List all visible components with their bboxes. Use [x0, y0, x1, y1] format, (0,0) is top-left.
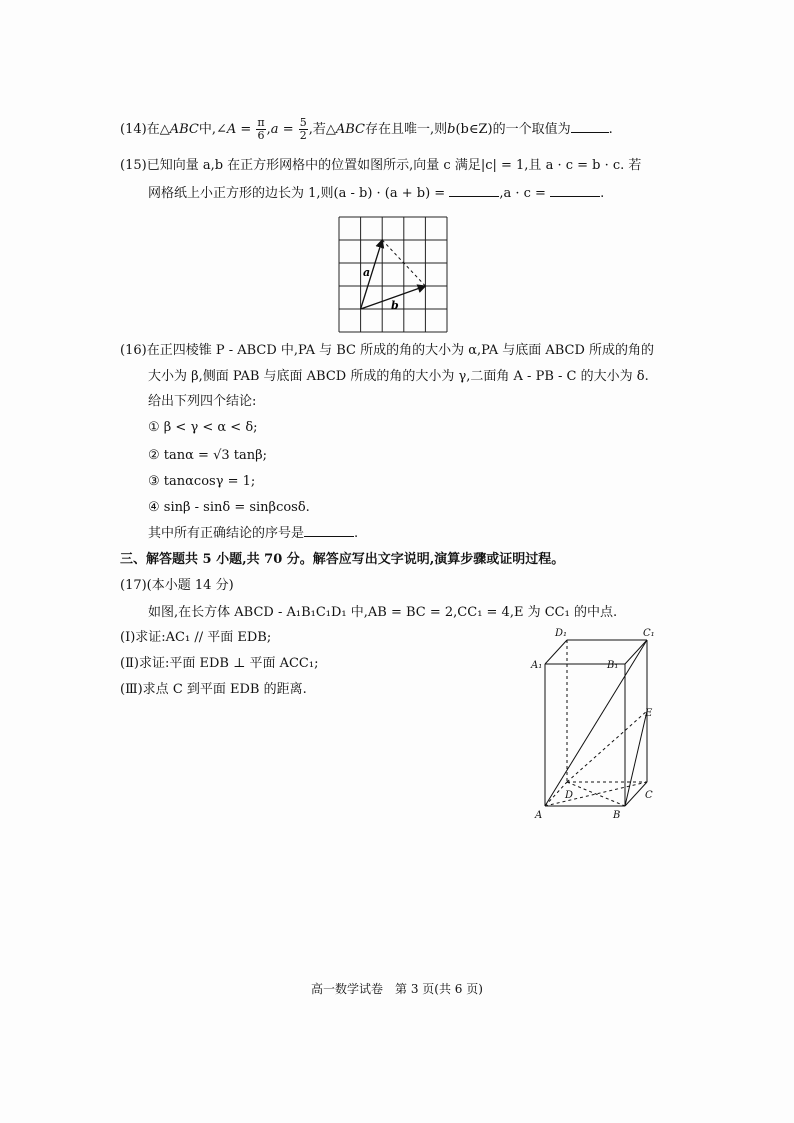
q15-answer-blank-2[interactable]: [550, 184, 600, 197]
cuboid-figure: [525, 624, 670, 824]
q16-conclusion-3: ③ tanαcosγ = 1;: [148, 474, 256, 489]
q14-number: (14): [120, 122, 147, 137]
q15-line2: 网格纸上小正方形的边长为 1,则(a - b) · (a + b) = ,a · c = .: [148, 186, 605, 201]
vector-a-label: a: [363, 266, 371, 279]
label-B: B: [613, 810, 621, 821]
q14-line: (14)在△ABC中,∠A = $\frac{\pi}{6}$ ,a = $\frac{5}{2}$ ,若△ABC存在且唯一,则b(b∈Z)的一个取值为 .: [120, 116, 613, 142]
q16-answer-blank[interactable]: [304, 524, 354, 537]
q15-number: (15): [120, 158, 147, 173]
five-halves-fraction: $\frac{5}{2}$: [299, 116, 307, 142]
q16-line3: 给出下列四个结论:: [148, 394, 257, 409]
q16-conclusion-2: ② tanα = √3 tanβ;: [148, 448, 267, 463]
label-C: C: [645, 790, 653, 801]
label-E: E: [645, 708, 653, 719]
edge-BC: [625, 782, 647, 806]
vector-b-label: b: [391, 299, 399, 312]
q17-part-3: (Ⅲ)求点 C 到平面 EDB 的距离.: [120, 682, 307, 697]
q17-heading: (17)(本小题 14 分): [120, 578, 234, 593]
grid-lines: [339, 217, 447, 332]
label-A1: A₁: [531, 660, 543, 671]
q17-part-2: (Ⅱ)求证:平面 EDB ⊥ 平面 ACC₁;: [120, 656, 319, 671]
q16-conclusion-4: ④ sinβ - sinδ = sinβcosδ.: [148, 500, 310, 515]
q15-answer-blank-1[interactable]: [449, 184, 499, 197]
page-footer: 高一数学试卷 第 3 页(共 6 页): [311, 982, 483, 996]
label-C1: C₁: [643, 628, 655, 639]
q15-line1: (15)已知向量 a,b 在正方形网格中的位置如图所示,向量 c 满足|c| = 1,且 a · c = b · c. 若: [120, 158, 642, 173]
q16-conclusion-1: ① β < γ < α < δ;: [148, 420, 258, 435]
label-D1: D₁: [555, 628, 568, 639]
q16-line2: 大小为 β,侧面 PAB 与底面 ABCD 所成的角的大小为 γ,二面角 A - PB - C 的大小为 δ.: [148, 369, 649, 384]
label-B1: B₁: [607, 660, 619, 671]
label-A: A: [535, 810, 543, 821]
edge-A1D1: [545, 640, 567, 664]
section-3-heading: 三、解答题共 5 小题,共 70 分。解答应写出文字说明,演算步骤或证明过程。: [120, 552, 565, 567]
q16-answer-line: 其中所有正确结论的序号是 .: [148, 526, 359, 541]
q17-stem: 如图,在长方体 ABCD - A₁B₁C₁D₁ 中,AB = BC = 2,CC₁ = 4,E 为 CC₁ 的中点.: [148, 605, 618, 620]
edge-B1C1: [625, 640, 647, 664]
vector-grid-figure: [336, 214, 452, 336]
label-D: D: [565, 790, 574, 801]
diagonal-AC1: [545, 640, 647, 806]
hidden-edge-AD: [545, 782, 567, 806]
segment-BE: [625, 711, 647, 806]
q16-line1: (16)在正四棱锥 P - ABCD 中,PA 与 BC 所成的角的大小为 α,PA 与底面 ABCD 所成的角的: [120, 343, 655, 358]
pi-over-6-fraction: $\frac{\pi}{6}$: [257, 116, 265, 142]
hidden-segment-DB: [567, 782, 625, 806]
q14-answer-blank[interactable]: [571, 120, 609, 133]
q16-number: (16): [120, 343, 147, 358]
hidden-segment-DE: [567, 711, 647, 782]
q17-part-1: (Ⅰ)求证:AC₁ // 平面 EDB;: [120, 630, 272, 645]
